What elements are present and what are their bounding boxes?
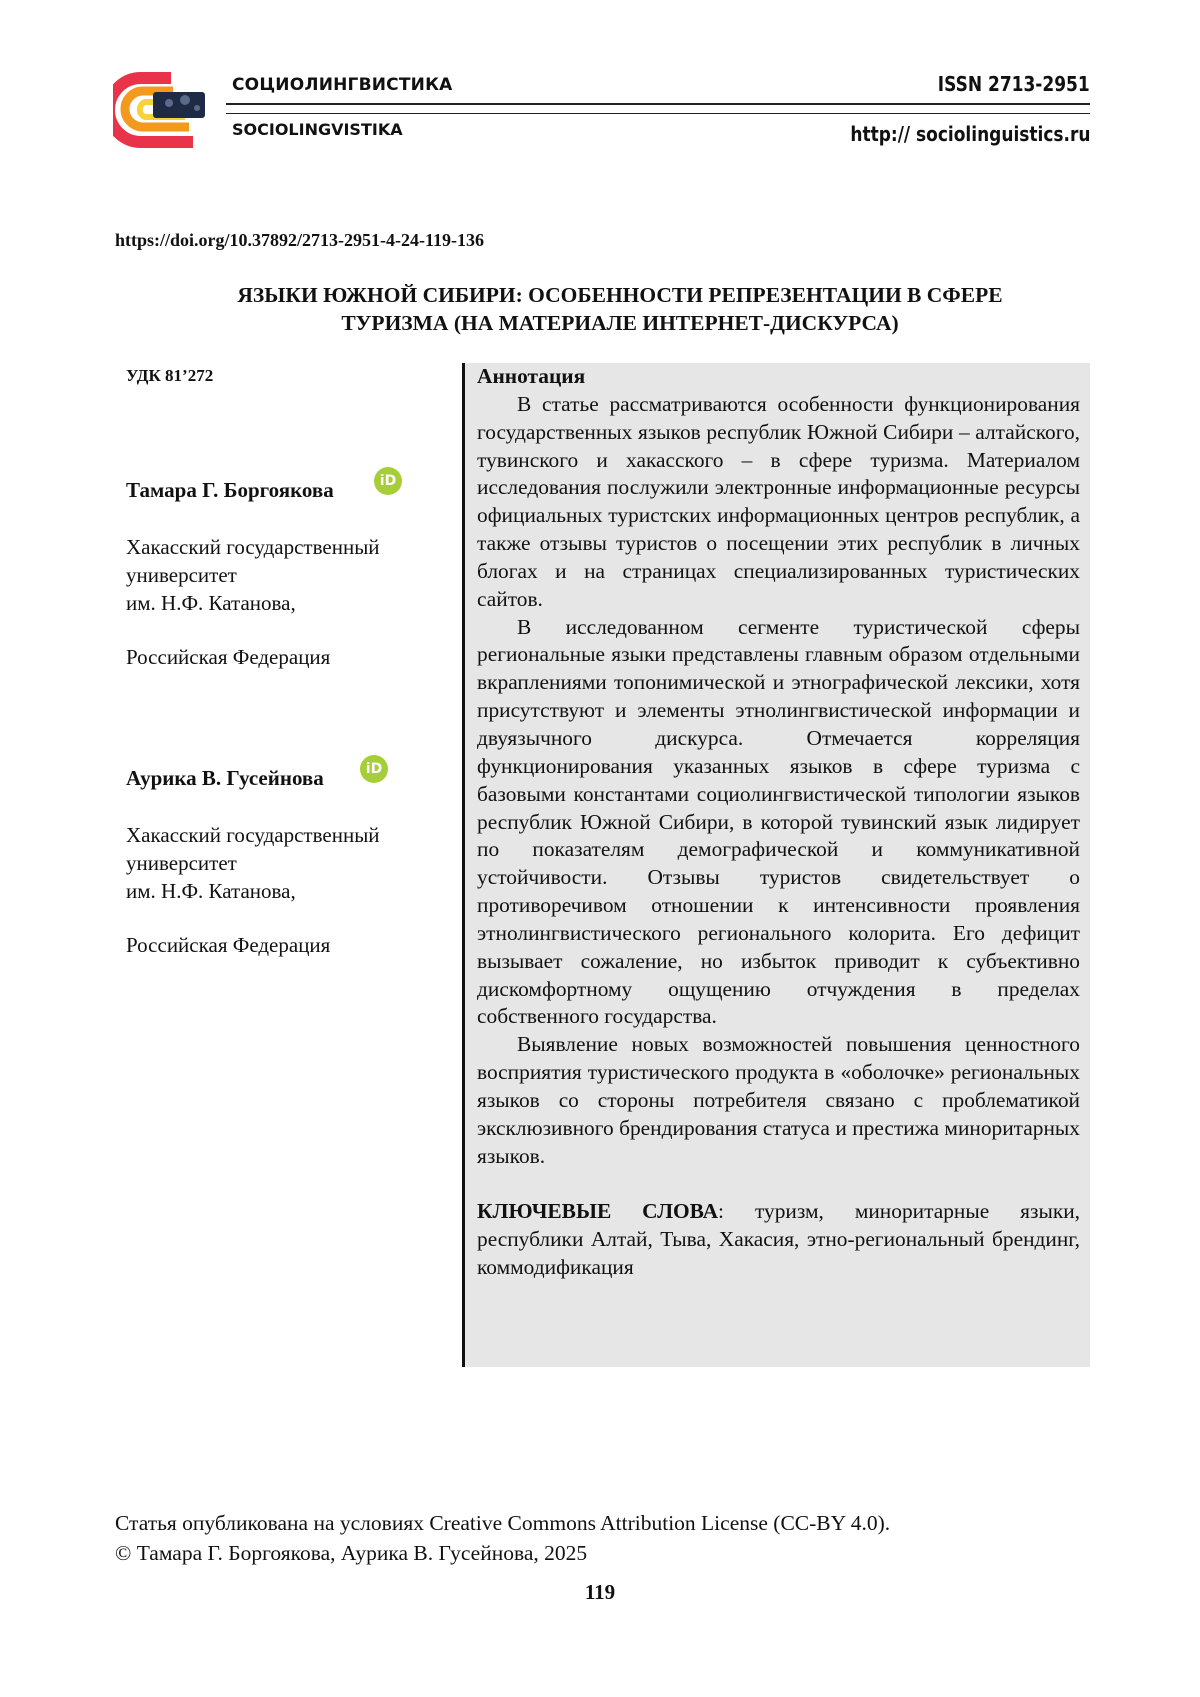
affiliation-line: университет bbox=[126, 851, 237, 875]
abstract-paragraph: В исследованном сегменте туристической сферы региональные языки представлены главным образом отдельными вкраплениями топонимической и этнографической лексики, хотя присутствуют и элементы этнолингвистической информации и двуязычного дискурса. Отмечается корреляция функционирования указанных языков в сфере туризма с базовыми константами социолингвистической типологии языков республик Южной Сибири, в которой тувинский язык лидирует по показателям демографической и коммуникативной устойчивости. Отзывы туристов свидетельствует о противоречивом отношении к интенсивности проявления этнолингвистического регионального колорита. Его дефицит вызывает сожаление, но избыток приводит к субъективно дискомфортному ощущению отчуждения в пределах собственного государства. bbox=[477, 614, 1080, 1029]
orcid-icon[interactable]: iD bbox=[360, 755, 388, 783]
journal-title-en: SOCIOLINGVISTIKA bbox=[232, 120, 403, 139]
article-title-line-2: ТУРИЗМА (НА МАТЕРИАЛЕ ИНТЕРНЕТ-ДИСКУРСА) bbox=[341, 311, 899, 335]
journal-logo bbox=[113, 72, 213, 148]
author-affiliation bbox=[126, 533, 446, 617]
udk-code: УДК 81’272 bbox=[126, 366, 214, 385]
author-affiliation bbox=[126, 821, 446, 905]
article-title bbox=[150, 281, 1090, 337]
license-note: Статья опубликована на условиях Creative Commons Attribution License (CC-BY 4.0). bbox=[115, 1511, 891, 1535]
affiliation-line: Хакасский государственный bbox=[126, 535, 380, 559]
keywords bbox=[477, 1198, 1080, 1282]
abstract-heading: Аннотация bbox=[477, 364, 586, 388]
affiliation-line: им. Н.Ф. Катанова, bbox=[126, 879, 296, 903]
doi-link[interactable]: https://doi.org/10.37892/2713-2951-4-24-119-136 bbox=[115, 230, 484, 250]
author-name: Тамара Г. Боргоякова bbox=[126, 478, 334, 502]
affiliation-line: им. Н.Ф. Катанова, bbox=[126, 591, 296, 615]
footer bbox=[115, 1508, 890, 1568]
keywords-label: КЛЮЧЕВЫЕ СЛОВА bbox=[477, 1199, 719, 1224]
journal-website-link[interactable]: http:// sociolinguistics.ru bbox=[849, 122, 1090, 146]
article-title-line-1: ЯЗЫКИ ЮЖНОЙ СИБИРИ: ОСОБЕННОСТИ РЕПРЕЗЕНТАЦИИ В СФЕРЕ bbox=[237, 283, 1003, 307]
affiliation-line: университет bbox=[126, 563, 237, 587]
journal-title-ru: СОЦИОЛИНГВИСТИКА bbox=[232, 75, 453, 95]
header-rule bbox=[226, 103, 1090, 105]
header-rule-thin bbox=[226, 113, 1090, 114]
abstract-paragraph: Выявление новых возможностей повышения ценностного восприятия туристического продукта в «оболочке» региональных языков со стороны потребителя связано с проблематикой эксклюзивного брендирования статуса и престижа миноритарных языков. bbox=[477, 1032, 1080, 1168]
abstract-paragraph: В статье рассматриваются особенности функционирования государственных языков республик Южной Сибири – алтайского, тувинского и хакасского – в сфере туризма. Материалом исследования послужили электронные информационные ресурсы официальных туристских информационных центров республик, а также отзывы туристов о посещении этих республик в личных блогах и на страницах специализированных туристических сайтов. bbox=[477, 391, 1080, 611]
page-number: 119 bbox=[584, 1580, 616, 1604]
keywords-text: : туризм, миноритарные языки, республики Алтай, Тыва, Хакасия, этно-региональный брендинг, коммодификация bbox=[477, 1199, 1081, 1280]
affiliation-line: Хакасский государственный bbox=[126, 823, 380, 847]
author-name: Аурика В. Гусейнова bbox=[126, 766, 324, 790]
author-country: Российская Федерация bbox=[126, 645, 331, 669]
issn: ISSN 2713-2951 bbox=[938, 72, 1090, 96]
abstract-box bbox=[462, 363, 1090, 1367]
orcid-icon[interactable]: iD bbox=[374, 467, 402, 495]
author-country: Российская Федерация bbox=[126, 933, 331, 957]
copyright-note: © Тамара Г. Боргоякова, Аурика В. Гусейнова, 2025 bbox=[115, 1541, 588, 1565]
